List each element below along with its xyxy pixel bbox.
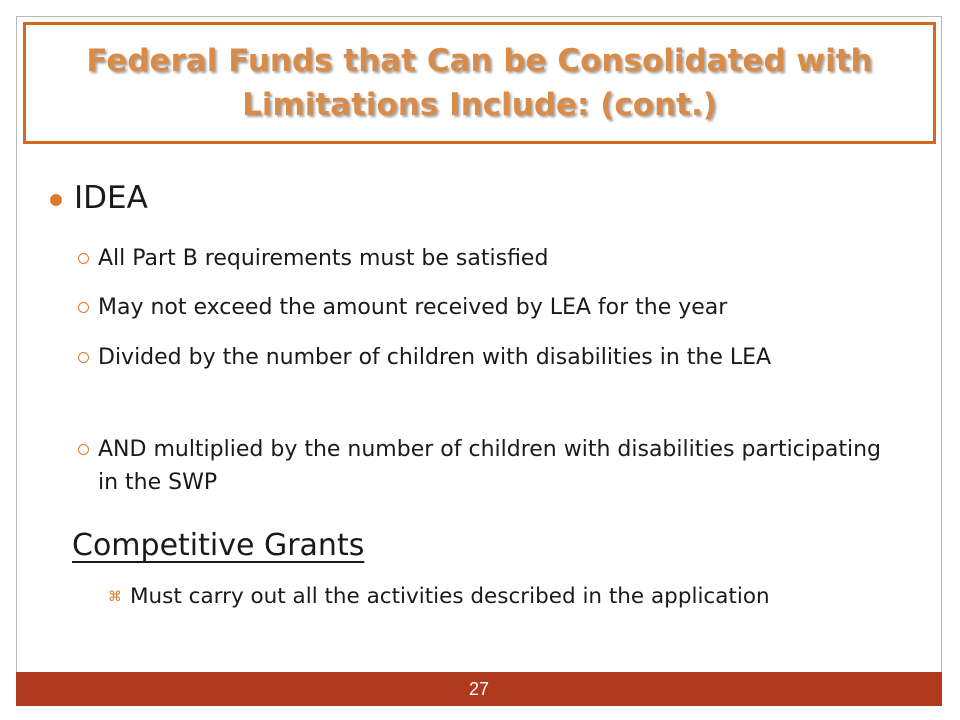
section-heading: Competitive Grants bbox=[72, 528, 365, 563]
filled-circle-icon bbox=[50, 194, 62, 206]
page-number: 27 bbox=[468, 678, 490, 699]
section-item-text: Must carry out all the activities described in the application bbox=[130, 584, 770, 609]
title-box bbox=[23, 22, 936, 144]
hollow-circle-icon bbox=[78, 444, 89, 455]
hollow-circle-icon bbox=[78, 352, 89, 363]
hollow-circle-icon bbox=[78, 302, 89, 313]
sub-item-text: AND multiplied by the number of children with disabilities participating in the SWP bbox=[98, 437, 881, 495]
sub-item-text: All Part B requirements must be satisfied bbox=[98, 246, 549, 271]
main-bullet bbox=[50, 180, 148, 216]
hollow-circle-icon bbox=[78, 253, 89, 264]
sub-item bbox=[78, 291, 908, 324]
sub-item-text: May not exceed the amount received by LEA for the year bbox=[98, 295, 728, 320]
wingding-star-icon: ⌘ bbox=[108, 588, 122, 605]
section-item bbox=[108, 584, 770, 609]
sub-item bbox=[78, 433, 908, 499]
sub-item-text: Divided by the number of children with disabilities in the LEA bbox=[98, 345, 772, 370]
sub-item bbox=[78, 341, 908, 374]
slide-title: Federal Funds that Can be Consolidated with Limitations Include: (cont.) bbox=[86, 43, 873, 123]
footer-bar bbox=[16, 672, 942, 706]
sub-item bbox=[78, 242, 908, 275]
main-bullet-label: IDEA bbox=[74, 180, 148, 216]
